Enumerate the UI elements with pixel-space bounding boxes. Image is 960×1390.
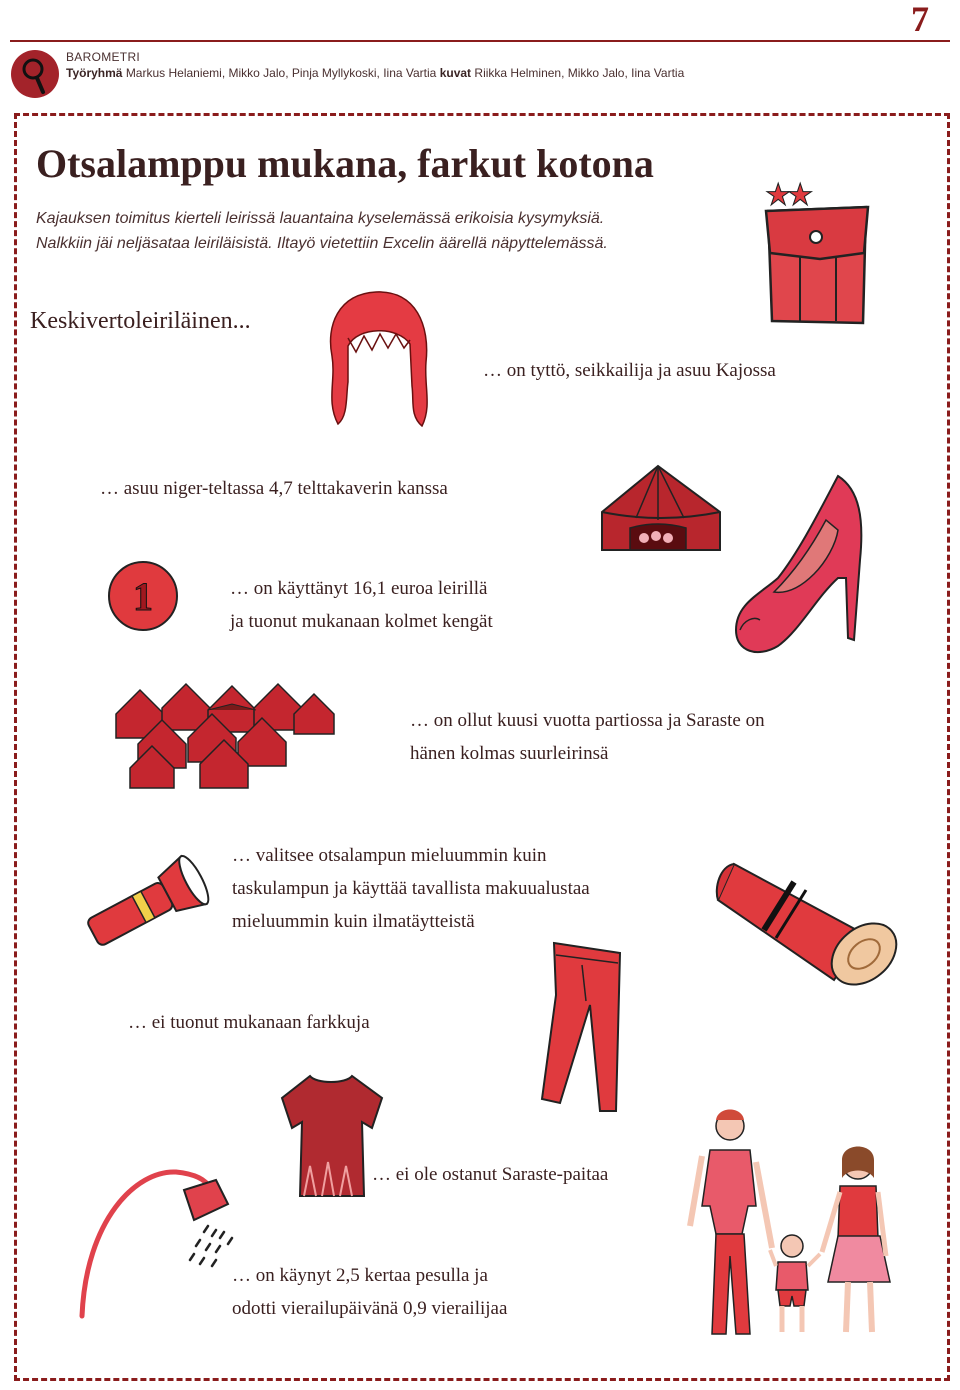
- sleeping-mat-illustration: [714, 844, 914, 984]
- tents-group-illustration: [112, 680, 338, 792]
- lead-line-2: Nalkkiin jäi neljäsataa leiriläisistä. Iltayö vietettiin Excelin äärellä näpyttelemässä.: [36, 235, 608, 252]
- fact-2: … asuu niger-teltassa 4,7 telttakaverin kanssa: [100, 478, 448, 499]
- red-hair-illustration: [318, 286, 438, 436]
- shower-illustration: [76, 1160, 246, 1320]
- fact-8-line-1: … on käynyt 2,5 kertaa pesulla ja: [232, 1265, 488, 1286]
- high-heel-illustration: [730, 470, 880, 660]
- fact-3-line-1: … on käyttänyt 16,1 euroa leirillä: [230, 578, 488, 599]
- jeans-illustration: [520, 935, 640, 1113]
- fact-8-line-2: odotti vierailupäivänä 0,9 vierailijaa: [232, 1298, 508, 1319]
- fact-5-line-3: mieluummin kuin ilmatäytteistä: [232, 911, 475, 932]
- fact-7: … ei ole ostanut Saraste-paitaa: [372, 1164, 609, 1185]
- coin-label: 1: [133, 574, 153, 619]
- family-illustration: [686, 1106, 896, 1342]
- photos-label: kuvat: [439, 66, 472, 80]
- tshirt-illustration: [276, 1070, 386, 1200]
- fact-3-line-2: ja tuonut mukanaan kolmet kengät: [230, 611, 493, 632]
- scout-pocket-illustration: [760, 175, 875, 325]
- header-rule: [10, 40, 950, 42]
- fact-1: … on tyttö, seikkailija ja asuu Kajossa: [483, 360, 776, 381]
- fact-5-line-2: taskulampun ja käyttää tavallista makuualustaa: [232, 878, 590, 899]
- magnifier-icon: [10, 48, 60, 100]
- team-label: Työryhmä: [66, 66, 123, 80]
- credits-line: [66, 66, 684, 80]
- section-label: BAROMETRI: [66, 50, 141, 64]
- niger-tent-illustration: [596, 462, 726, 558]
- lead-line-1: Kajauksen toimitus kierteli leirissä lauantaina kyselemässä erikoisia kysymyksiä.: [36, 210, 605, 227]
- photos-names: Riikka Helminen, Mikko Jalo, Iina Vartia: [474, 66, 685, 80]
- coin-illustration: [106, 560, 180, 632]
- fact-5-line-1: … valitsee otsalampun mieluummin kuin: [232, 845, 547, 866]
- flashlight-illustration: [76, 856, 216, 946]
- article-title: Otsalamppu mukana, farkut kotona: [36, 141, 654, 186]
- fact-4-line-1: … on ollut kuusi vuotta partiossa ja Saraste on: [410, 710, 765, 731]
- fact-6: … ei tuonut mukanaan farkkuja: [128, 1012, 370, 1033]
- fact-4-line-2: hänen kolmas suurleirinsä: [410, 743, 609, 764]
- subheading: Keskivertoleiriläinen...: [30, 308, 251, 334]
- team-names: Markus Helaniemi, Mikko Jalo, Pinja Myllykoski, Iina Vartia: [125, 66, 437, 80]
- page-number: 7: [911, 0, 929, 39]
